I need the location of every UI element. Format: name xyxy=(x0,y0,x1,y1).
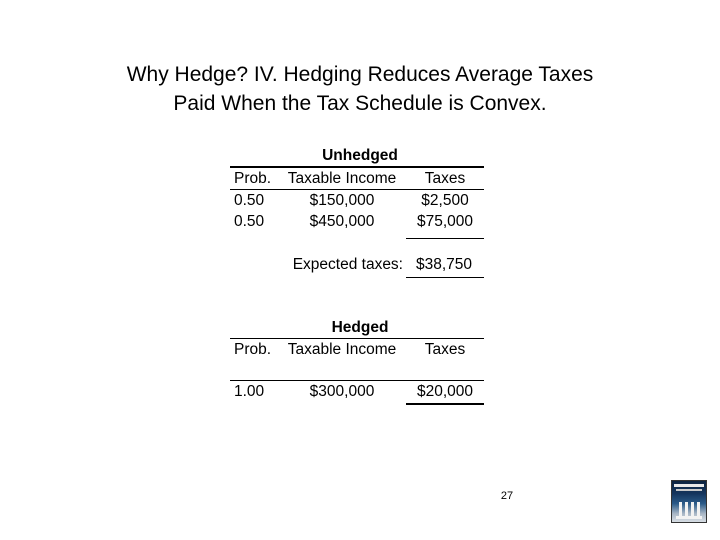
book-cover-pillar xyxy=(691,502,694,516)
hedged-spacer xyxy=(230,360,484,380)
taxes-cell: $2,500 xyxy=(421,192,469,209)
hedged-taxes-underline xyxy=(406,403,484,405)
column-header-prob: Prob. xyxy=(234,170,272,187)
column-header-taxable-income: Taxable Income xyxy=(287,170,397,187)
column-header-taxes: Taxes xyxy=(424,341,466,358)
book-cover-thumbnail xyxy=(671,480,707,523)
book-cover-base xyxy=(676,516,702,519)
expected-taxes-underline xyxy=(406,277,484,278)
slide-title-line-2: Paid When the Tax Schedule is Convex. xyxy=(173,92,547,115)
unhedged-spacer xyxy=(230,232,484,254)
hedged-header-row xyxy=(230,339,484,360)
expected-taxes-underline-wrap xyxy=(230,275,484,279)
expected-taxes-label: Expected taxes: xyxy=(292,256,403,273)
column-header-taxes: Taxes xyxy=(424,170,466,187)
hedged-heading: Hedged xyxy=(331,319,389,336)
book-cover-title-bar xyxy=(674,484,704,487)
table-row xyxy=(230,190,484,211)
book-cover-subtitle-bar xyxy=(676,489,702,491)
book-cover-pillar xyxy=(697,502,700,516)
taxable-income-cell: $450,000 xyxy=(309,213,375,230)
book-cover-pillar xyxy=(685,502,688,516)
prob-cell: 0.50 xyxy=(234,192,265,209)
hedged-underline-wrap xyxy=(230,402,484,406)
table-row xyxy=(230,381,484,402)
unhedged-header-row xyxy=(230,168,484,189)
slide-title xyxy=(0,60,720,118)
taxes-subtotal-rule xyxy=(406,238,484,239)
hedged-table xyxy=(230,318,484,406)
unhedged-table xyxy=(230,146,484,279)
table-row xyxy=(230,211,484,232)
taxable-income-cell: $150,000 xyxy=(309,192,375,209)
taxes-cell: $75,000 xyxy=(416,213,474,230)
column-header-prob: Prob. xyxy=(234,341,272,358)
prob-cell: 1.00 xyxy=(234,383,265,400)
taxes-cell: $20,000 xyxy=(416,383,474,400)
expected-taxes-value: $38,750 xyxy=(415,256,473,273)
expected-taxes-row xyxy=(230,254,484,275)
unhedged-heading: Unhedged xyxy=(322,147,398,164)
page-number: 27 xyxy=(500,490,514,502)
column-header-taxable-income: Taxable Income xyxy=(287,341,397,358)
taxable-income-cell: $300,000 xyxy=(309,383,375,400)
book-cover-pillar xyxy=(679,502,682,516)
slide-title-line-1: Why Hedge? IV. Hedging Reduces Average Taxes xyxy=(126,63,594,86)
prob-cell: 0.50 xyxy=(234,213,265,230)
